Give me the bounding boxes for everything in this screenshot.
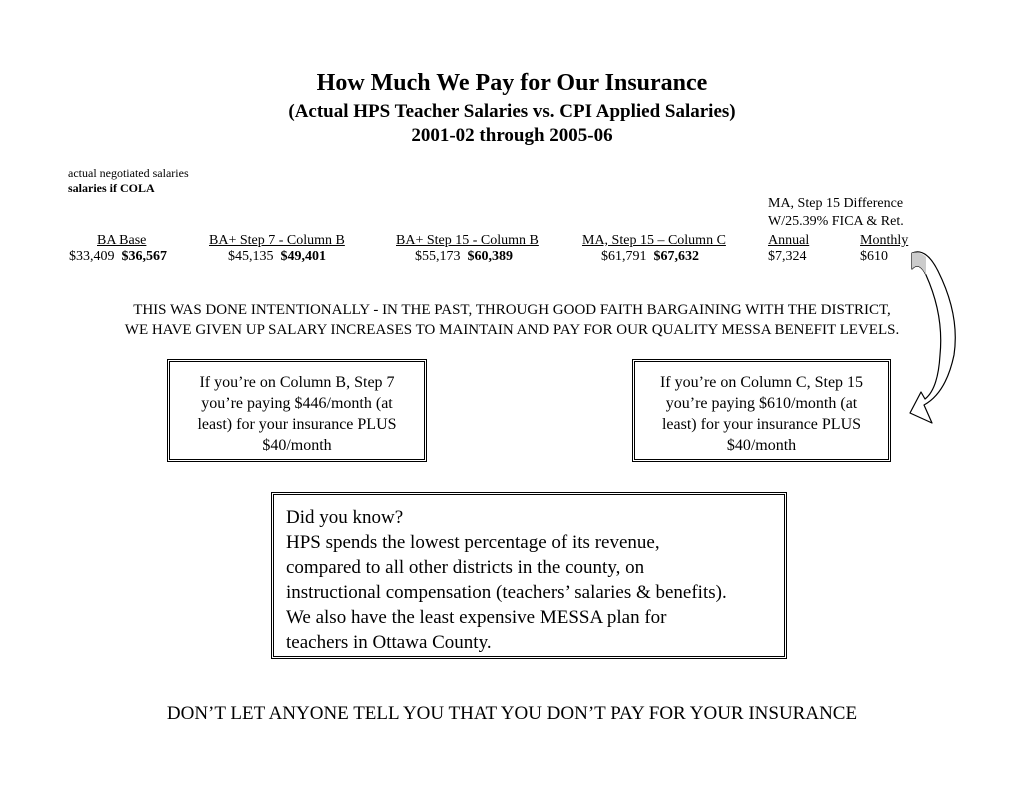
actual-salary: $45,135 (228, 249, 274, 264)
salary-pair-ba-step7 (228, 249, 326, 265)
cola-salary: $67,632 (653, 249, 699, 264)
did-you-know-line: teachers in Ottawa County. (286, 632, 492, 653)
curved-arrow-icon (900, 245, 970, 455)
actual-salary: $61,791 (601, 249, 647, 264)
column-b-callout (167, 359, 427, 462)
difference-monthly: $610 (860, 249, 888, 264)
difference-header-line2: W/25.39% FICA & Ret. (768, 214, 904, 229)
column-header-annual: Annual (768, 233, 810, 248)
salary-pair-ba-base (69, 249, 167, 265)
callout-line: $40/month (726, 437, 797, 454)
callout-line: least) for your insurance PLUS (661, 416, 862, 433)
column-header-ma-step15: MA, Step 15 – Column C (582, 233, 726, 248)
column-c-callout (632, 359, 891, 462)
callout-line: If you’re on Column B, Step 7 (199, 374, 395, 391)
did-you-know-box (271, 492, 787, 659)
column-header-ba-base: BA Base (97, 233, 147, 248)
difference-header-line1: MA, Step 15 Difference (768, 196, 904, 211)
did-you-know-line: HPS spends the lowest percentage of its revenue, (286, 532, 660, 553)
did-you-know-line: We also have the least expensive MESSA plan for (286, 607, 667, 628)
actual-salary: $55,173 (415, 249, 461, 264)
callout-line: you’re paying $446/month (at (201, 395, 393, 412)
cola-salary: $60,389 (467, 249, 513, 264)
difference-annual: $7,324 (768, 249, 807, 264)
callout-line: If you’re on Column C, Step 15 (659, 374, 864, 391)
salary-pair-ba-step15 (415, 249, 513, 265)
statement-line-2: WE HAVE GIVEN UP SALARY INCREASES TO MAINTAIN AND PAY FOR OUR QUALITY MESSA BENEFIT LEVELS. (124, 322, 900, 338)
callout-line: you’re paying $610/month (at (665, 395, 858, 412)
did-you-know-line: instructional compensation (teachers’ salaries & benefits). (286, 582, 727, 603)
page-title: How Much We Pay for Our Insurance (316, 70, 708, 96)
year-range: 2001-02 through 2005-06 (411, 125, 613, 146)
legend-actual: actual negotiated salaries (68, 166, 189, 180)
cola-salary: $49,401 (280, 249, 326, 264)
callout-line: least) for your insurance PLUS (197, 416, 397, 433)
did-you-know-heading: Did you know? (286, 507, 404, 528)
legend-cola: salaries if COLA (68, 181, 155, 195)
column-header-ba-step15: BA+ Step 15 - Column B (396, 233, 539, 248)
statement-line-1: THIS WAS DONE INTENTIONALLY - IN THE PAST, THROUGH GOOD FAITH BARGAINING WITH THE DISTRICT, (133, 302, 891, 318)
column-header-ba-step7: BA+ Step 7 - Column B (209, 233, 345, 248)
column-header-monthly: Monthly (860, 233, 909, 248)
cola-salary: $36,567 (121, 249, 167, 264)
page-subtitle: (Actual HPS Teacher Salaries vs. CPI Applied Salaries) (288, 101, 736, 122)
footer-slogan: DON’T LET ANYONE TELL YOU THAT YOU DON’T PAY FOR YOUR INSURANCE (166, 703, 858, 724)
salary-pair-ma-step15 (601, 249, 699, 265)
actual-salary: $33,409 (69, 249, 115, 264)
did-you-know-line: compared to all other districts in the county, on (286, 557, 645, 578)
callout-line: $40/month (262, 437, 332, 454)
